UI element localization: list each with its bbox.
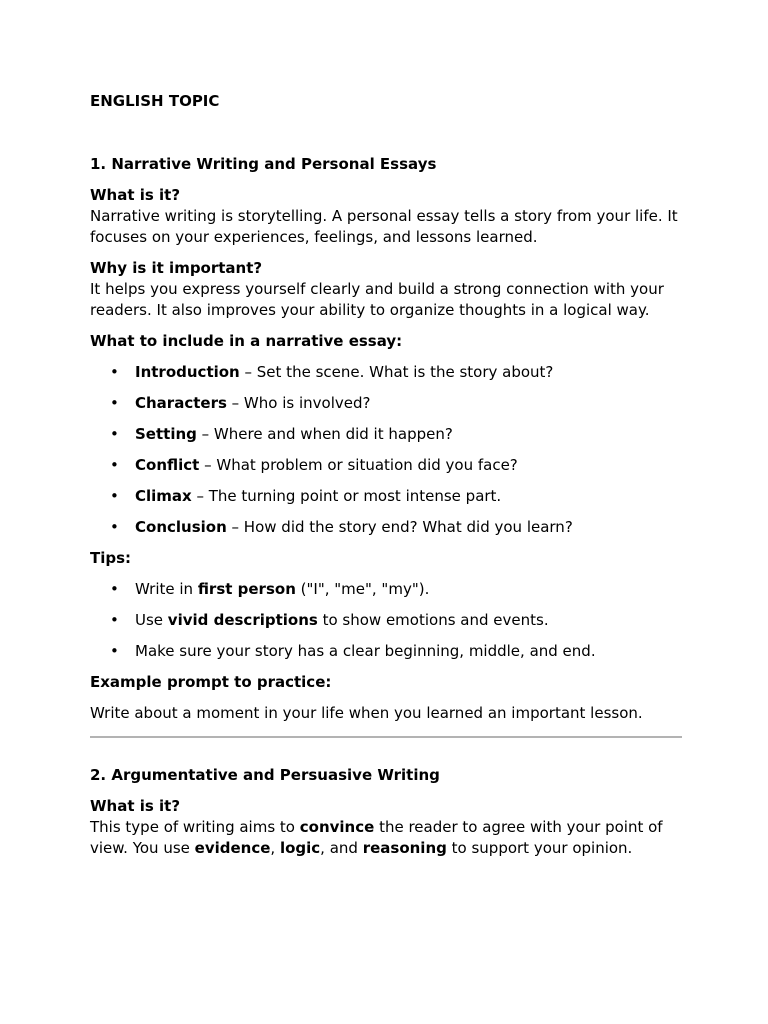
section-2-what-text	[90, 817, 680, 859]
bullet-icon: •	[110, 580, 119, 598]
tip-pre: Use	[135, 611, 168, 629]
bullet-icon: •	[110, 394, 119, 412]
text-run: This type of writing aims to	[90, 818, 300, 836]
bullet-icon: •	[110, 456, 119, 474]
section-1-why-heading: Why is it important?	[90, 259, 263, 277]
include-list	[90, 362, 680, 538]
section-1-why-text: It helps you express yourself clearly and build a strong connection with your readers. It also improves your ability to organize thoughts in a logical way.	[90, 280, 664, 319]
include-term: Setting	[135, 425, 197, 443]
include-term: Climax	[135, 487, 192, 505]
text-run: ,	[270, 839, 280, 857]
bullet-icon: •	[110, 425, 119, 443]
include-desc: – How did the story end? What did you learn?	[226, 518, 573, 536]
include-item-climax	[90, 486, 680, 507]
section-1-what-text: Narrative writing is storytelling. A personal essay tells a story from your life. It focuses on your experiences, feelings, and lessons learned.	[90, 207, 678, 246]
bullet-icon: •	[110, 363, 119, 381]
include-item-conflict	[90, 455, 680, 476]
tip-post: ("I", "me", "my").	[295, 580, 430, 598]
tips-heading: Tips:	[90, 549, 132, 567]
include-term: Conclusion	[135, 518, 227, 536]
include-desc: – Where and when did it happen?	[196, 425, 453, 443]
section-2-title: 2. Argumentative and Persuasive Writing	[90, 766, 440, 784]
text-run-bold: evidence	[194, 839, 271, 857]
bullet-icon: •	[110, 642, 119, 660]
include-desc: – The turning point or most intense part.	[191, 487, 502, 505]
section-1-include-heading: What to include in a narrative essay:	[90, 332, 403, 350]
section-1-title: 1. Narrative Writing and Personal Essays	[90, 155, 437, 173]
tips-list	[90, 579, 680, 662]
tip-item	[90, 579, 680, 600]
tip-bold: vivid descriptions	[167, 611, 318, 629]
text-run-bold: convince	[299, 818, 375, 836]
document-title: ENGLISH TOPIC	[90, 92, 220, 110]
include-item-conclusion	[90, 517, 680, 538]
text-run-bold: logic	[279, 839, 321, 857]
include-term: Characters	[135, 394, 227, 412]
tip-post: to show emotions and events.	[317, 611, 549, 629]
text-run-bold: reasoning	[362, 839, 447, 857]
tip-pre: Make sure your story has a clear beginning, middle, and end.	[135, 642, 596, 660]
include-item-introduction	[90, 362, 680, 383]
document-content	[90, 91, 680, 859]
section-divider	[90, 736, 682, 738]
include-item-setting	[90, 424, 680, 445]
section-2-what-heading: What is it?	[90, 797, 181, 815]
include-item-characters	[90, 393, 680, 414]
prompt-heading: Example prompt to practice:	[90, 673, 332, 691]
text-run: , and	[320, 839, 363, 857]
tip-bold: first person	[197, 580, 296, 598]
tip-item	[90, 610, 680, 631]
include-term: Conflict	[135, 456, 200, 474]
prompt-text: Write about a moment in your life when you learned an important lesson.	[90, 704, 643, 722]
include-desc: – Who is involved?	[226, 394, 371, 412]
include-desc: – Set the scene. What is the story about?	[239, 363, 554, 381]
tip-item	[90, 641, 680, 662]
text-run: to support your opinion.	[446, 839, 633, 857]
include-desc: – What problem or situation did you face?	[199, 456, 518, 474]
text-run: the reader to agree with your point of view. You use	[90, 818, 663, 857]
bullet-icon: •	[110, 611, 119, 629]
section-1-what-heading: What is it?	[90, 186, 181, 204]
bullet-icon: •	[110, 487, 119, 505]
bullet-icon: •	[110, 518, 119, 536]
include-term: Introduction	[135, 363, 240, 381]
tip-pre: Write in	[135, 580, 198, 598]
